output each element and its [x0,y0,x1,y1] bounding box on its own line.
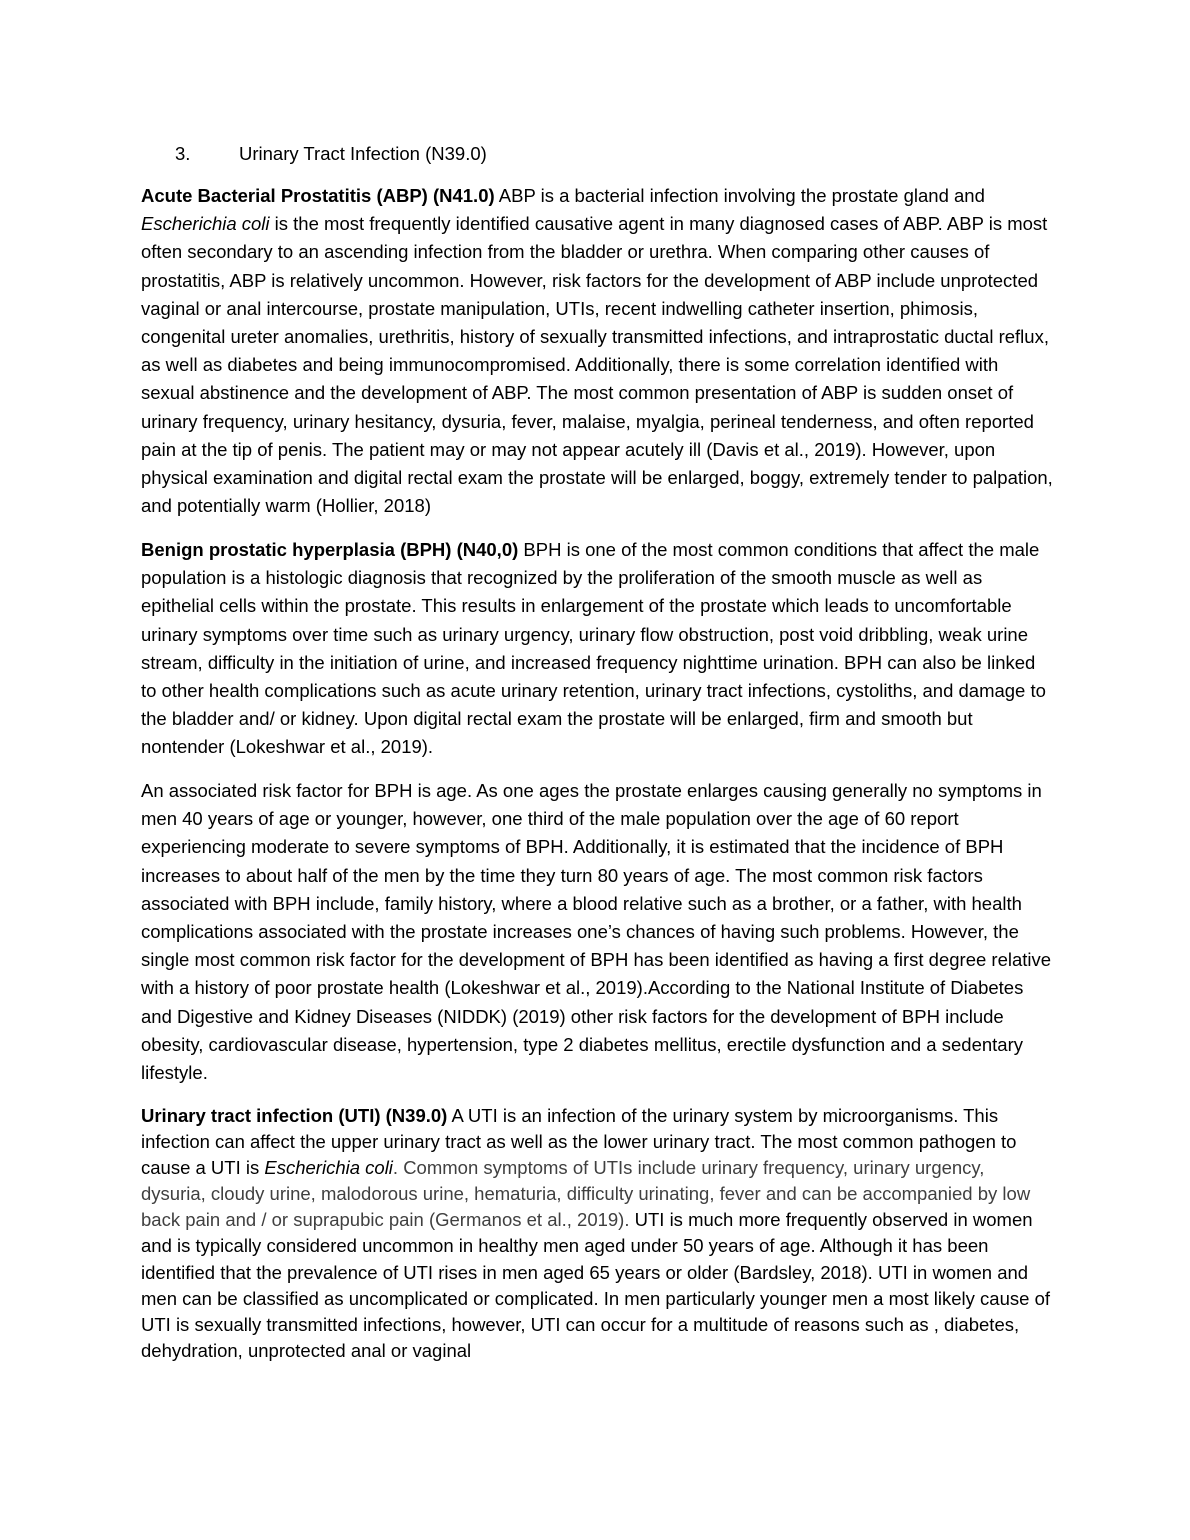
paragraph-abp [141,182,1053,520]
uti-organism: Escherichia coli [264,1157,393,1179]
bph-risk-text: An associated risk factor for BPH is age. As one ages the prostate enlarges causing generally no symptoms in men 40 years of age or younger, however, one third of the male population over the age of 60 report experiencing moderate to severe symptoms of BPH. Additionally, it is estimated that the incidence of BPH increases to about half of the men by the time they turn 80 years of age. The most common risk factors associated with BPH include, family history, where a blood relative such as a brother, or a father, with health complications associated with the prostate increases one’s chances of having such problems. However, the single most common risk factor for the development of BPH has been identified as having a first degree relative with a history of poor prostate health (Lokeshwar et al., 2019).According to the National Institute of Diabetes and Digestive and Kidney Diseases (NIDDK) (2019) other risk factors for the development of BPH include obesity, cardiovascular disease, hypertension, type 2 diabetes mellitus, erectile dysfunction and a sedentary lifestyle. [141,780,1052,1084]
uti-text-b: UTI is much more frequently observed in women and is typically considered uncommon in healthy men aged under 50 years of age. Although it has been identified that the prevalence of UTI rises in men aged 65 years or older (Bardsley, 2018). UTI in women and men can be classified as uncomplicated or complicated. In men particularly younger men a most likely cause of UTI is sexually transmitted infections, however, UTI can occur for a multitude of reasons such as , diabetes, dehydration, unprotected anal or vaginal [141,1209,1050,1361]
abp-organism: Escherichia coli [141,213,270,235]
uti-symptoms-text: . Common symptoms of UTIs include urinary frequency, urinary urgency, dysuria, cloudy urine, malodorous urine, hematuria, difficulty urinating, fever and can be accompanied by low back pain and / or suprapubic pain (Germanos et al., 2019). [141,1157,1031,1231]
heading-uti: Urinary tract infection (UTI) (N39.0) [141,1105,448,1126]
list-number: 3. [175,143,191,164]
paragraph-uti [141,1103,1053,1364]
bph-text: BPH is one of the most common conditions that affect the male population is a histologic diagnosis that recognized by the proliferation of the smooth muscle as well as epithelial cells within the prostate. This results in enlargement of the prostate which leads to uncomfortable urinary symptoms over time such as urinary urgency, urinary flow obstruction, post void dribbling, weak urine stream, difficulty in the initiation of urine, and increased frequency nighttime urination. BPH can also be linked to other health complications such as acute urinary retention, urinary tract infections, cystoliths, and damage to the bladder and/ or kidney. Upon digital rectal exam the prostate will be enlarged, firm and smooth but nontender (Lokeshwar et al., 2019). [141,539,1046,758]
heading-bph: Benign prostatic hyperplasia (BPH) (N40,0) [141,539,519,560]
paragraph-bph [141,536,1053,762]
list-item-text: Urinary Tract Infection (N39.0) [239,143,487,164]
abp-text-b: is the most frequently identified causative agent in many diagnosed cases of ABP. ABP is most often secondary to an ascending infection from the bladder or urethra. When comparing other causes of prostatitis, ABP is relatively uncommon. However, risk factors for the development of ABP include unprotected vaginal or anal intercourse, prostate manipulation, UTIs, recent indwelling catheter insertion, phimosis, congenital ureter anomalies, urethritis, history of sexually transmitted infections, and intraprostatic ductal reflux, as well as diabetes and being immunocompromised. Additionally, there is some correlation identified with sexual abstinence and the development of ABP. The most common presentation of ABP is sudden onset of urinary frequency, urinary hesitancy, dysuria, fever, malaise, myalgia, perineal tenderness, and often reported pain at the tip of penis. The patient may or may not appear acutely ill (Davis et al., 2019). However, upon physical examination and digital rectal exam the prostate will be enlarged, boggy, extremely tender to palpation, and potentially warm (Hollier, 2018) [141,213,1053,517]
numbered-list-item [175,142,487,166]
heading-abp: Acute Bacterial Prostatitis (ABP) (N41.0) [141,185,495,206]
abp-text-a: ABP is a bacterial infection involving the prostate gland and [494,185,985,206]
paragraph-bph-risk [141,777,1053,1087]
uti-text-a: A UTI is an infection of the urinary system by microorganisms. This infection can affect the upper urinary tract as well as the lower urinary tract. The most common pathogen to cause a UTI is [141,1105,1017,1179]
